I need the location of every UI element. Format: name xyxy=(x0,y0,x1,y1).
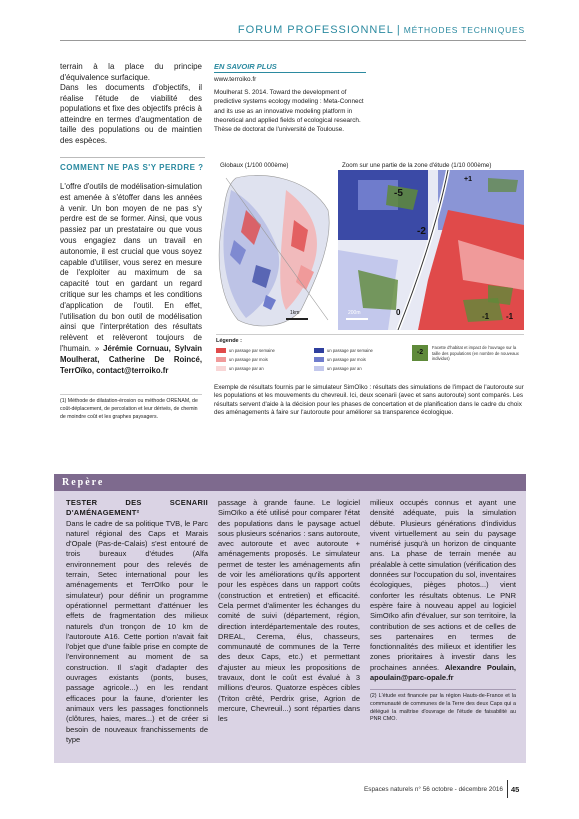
map-label-1: -5 xyxy=(394,188,403,199)
en-savoir-plus-rule xyxy=(214,72,366,73)
section-footnote: (1) Méthode de dilatation-érosion ou méthode ORENAM, de coût-déplacement, de percolation et leur dérivés, de chemin de moindre coût et les graphes paysagers. xyxy=(60,398,198,420)
legend-habitat-swatch: -2 xyxy=(412,345,428,361)
legend-label: un passage par mois xyxy=(229,357,268,362)
map1-scale: 1km xyxy=(290,310,300,316)
legend-item-2 xyxy=(216,357,268,362)
map1-global xyxy=(216,170,334,330)
repere-box xyxy=(54,474,526,763)
map2-scale-bar xyxy=(346,318,368,320)
repere-subtitle: TESTER DES SCENARII D'AMÉNAGEMENT² xyxy=(66,498,208,518)
map-label-5: 0 xyxy=(396,308,401,317)
footnote-rule xyxy=(60,394,202,395)
intro-paragraph-2: Dans les documents d'objectifs, il réalise l'étude de viabilité des populations et fixe des objectifs précis à atteindre en termes d'augmentation de taille des populations ou de maintien des espèces. xyxy=(60,83,202,145)
legend-swatch xyxy=(314,357,324,362)
map2-title: Zoom sur une partie de la zone d'étude (1/10 000ème) xyxy=(342,162,492,169)
header-subsection: MÉTHODES TECHNIQUES xyxy=(403,25,525,35)
footer-rule xyxy=(507,780,508,798)
map2-scale: 200m xyxy=(348,310,361,316)
legend-item-3 xyxy=(216,366,264,371)
intro-paragraph-1: terrain à la place du principe d'équivalence surfacique. xyxy=(60,62,202,82)
map-label-3: -1 xyxy=(482,312,490,321)
map1-scale-bar xyxy=(286,318,308,320)
map-legend xyxy=(216,334,524,385)
repere-label: Repère xyxy=(54,474,526,491)
legend-title: Légende : xyxy=(216,338,242,344)
repere-column-3 xyxy=(370,498,516,724)
header-section: FORUM PROFESSIONNEL xyxy=(237,24,394,36)
page-number: 45 xyxy=(511,785,520,794)
legend-item-5 xyxy=(314,357,366,362)
legend-item-4 xyxy=(314,348,373,353)
en-savoir-plus-title: EN SAVOIR PLUS xyxy=(214,62,277,71)
section-body-column xyxy=(60,182,202,376)
repere-col2-text: passage à grande faune. Le logiciel SimOïko a été utilisé pour comparer l'état des populations dans le paysage actuel sous plusieurs scénarios : sans autoroute, avec autoroute et avec autoroute + aménagements proposés. Le simulateur permet de tester les aménagements afin de voir les améliorations qu'ils apportent pour les espèces dans un rapport coûts (construction et entretien) et efficacité. Cela permet d'alimenter les échanges du comité de suivi (département, région, direction interdépartementale des routes, DREAL, Cerema, élus, chasseurs, communauté de communes de la Terre des deux Caps, etc.) et permettant d'ajuster au mieux les propositions de travaux, dont le coût est évalué à 3 millions d'euros. Quatorze espèces cibles (Triton crêté, Perdrix grise, Agrion de mercure, Chevreuil...) sont réparties dans les xyxy=(218,498,360,724)
map2-zoom xyxy=(338,170,524,330)
header-separator: | xyxy=(396,24,401,36)
legend-label: un passage par mois xyxy=(327,357,366,362)
repere-column-1 xyxy=(66,498,208,745)
legend-item-6 xyxy=(314,366,362,371)
section-heading: COMMENT NE PAS S'Y PERDRE ? xyxy=(60,163,204,172)
section-rule xyxy=(60,157,205,158)
section-authors: Jérémie Cornuau, Sylvain Moulherat, Catherine De Roincé, TerrOïko, contact@terroiko.fr xyxy=(60,343,202,375)
legend-label: un passage par semaine xyxy=(229,348,275,353)
map-label-6: +1 xyxy=(464,176,472,183)
figure xyxy=(214,160,526,386)
figure-caption: Exemple de résultats fournis par le simulateur SimOïko : résultats des simulations de l'impact de l'autoroute sur les populations et les mouvements du chevreuil. Ici, deux scenarii (avec et sans autoroute) sont comparés. Les résultats servent d'aide à la décision pour les phases de concertation et de planification dans le cadre du choix des aménagements à faire sur l'autoroute pour améliorer sa transparence écologique. xyxy=(214,384,524,417)
legend-swatch xyxy=(314,366,324,371)
page-header xyxy=(238,24,525,36)
repere-col1-text: Dans le cadre de sa politique TVB, le Parc naturel régional des Caps et Marais d'Opale (Pas-de-Calais) s'est entouré de trois bureaux d'études (Alfa environnement pour des relevés de terrain, Setec international pour les aménagements et TerrOïko pour le simulateur) pour définir un programme opérationnel permettant d'atténuer les effets de fragmentation des milieux naturels d'un tronçon de 10 km de l'autoroute A16. Cette portion n'avait fait l'objet que d'une faible prise en compte de l'environnement au moment de sa construction. Il s'agit d'adapter des ouvrages existants (ponts, buses, passage agricole...) en les rendant efficaces pour la faune, d'orienter les animaux vers les passages fonctionnels (clôtures, haies, mares...) et de créer si besoin de nouveaux franchissements de type xyxy=(66,518,208,744)
map1-title: Globaux (1/100 000ème) xyxy=(220,162,289,169)
footer-text: Espaces naturels n° 56 octobre - décembre 2016 xyxy=(364,786,503,793)
repere-col3-author: Alexandre Poulain, apoulain@parc-opale.fr xyxy=(370,662,516,683)
legend-habitat-label: Facette d'habitat et impact de l'ouvrage sur la taille des populations (en nombre de nouveaux individus) xyxy=(432,345,519,362)
legend-swatch xyxy=(216,348,226,353)
repere-footnote: (2) L'étude est financée par la région Hauts-de-France et la communauté de communes de la Terre des deux Caps qui a délégué la maîtrise d'ouvrage de l'étude de faisabilité au PNR CMO. xyxy=(370,689,516,723)
repere-col3-text: milieux occupés connus et ayant une densité adéquate, puis la simulation débute. Plusieurs générations d'individus vivent virtuellement au sein du paysage numérisé jusqu'à un horizon de cinquante ans. La phase de terrain menée au préalable à cette simulation (vérification des données sur l'occupation du sol, inventaires écologiques, pièges photos...) vient conforter les résultats obtenus. Le PNR espère faire à nouveau appel au logiciel SimOïko afin d'évaluer, sur son territoire, la contribution de ses actions et de celles de ses partenaires en termes de fonctionnalités des milieux et identifier les zones prioritaires à investir dans les prochaines années. xyxy=(370,498,516,672)
legend-swatch xyxy=(216,357,226,362)
legend-label: un passage par semaine xyxy=(327,348,373,353)
repere-column-2 xyxy=(218,498,360,725)
legend-swatch xyxy=(314,348,324,353)
header-rule xyxy=(60,40,526,41)
legend-label: un passage par an xyxy=(229,366,264,371)
en-savoir-plus-url: www.terroiko.fr xyxy=(214,76,257,83)
intro-column xyxy=(60,62,202,146)
legend-item-1 xyxy=(216,348,275,353)
en-savoir-plus-box xyxy=(214,62,366,134)
en-savoir-plus-reference: Moulherat S. 2014. Toward the development of predictive systems ecology modeling : Meta-Connect and its use as an innovative modeling platform in theoretical and applied fields of ecological research. Thèse de doctorat de l'université de Toulouse. xyxy=(214,89,364,134)
section-body: L'offre d'outils de modélisation-simulation est amenée à s'étoffer dans les années à venir. Un bon moyen de ne pas s'y perdre est de se former. Ainsi, que vous passiez par un prestataire ou que vous vous engagiez dans un travail en autonomie, il est crucial que vous soyez capable d'utiliser, vous serez en mesure de l'exploiter au maximum de sa capacité tout en gardant un regard critique sur les champs et les conditions d'application de l'outil. En effet, l'utilisation du bon outil de modélisation ainsi que l'interprétation des résultats relèvent et relèveront toujours de l'humain. » xyxy=(60,182,202,353)
legend-label: un passage par an xyxy=(327,366,362,371)
map-label-4: -1 xyxy=(506,312,514,321)
map-label-2: -2 xyxy=(417,226,426,237)
legend-swatch xyxy=(216,366,226,371)
